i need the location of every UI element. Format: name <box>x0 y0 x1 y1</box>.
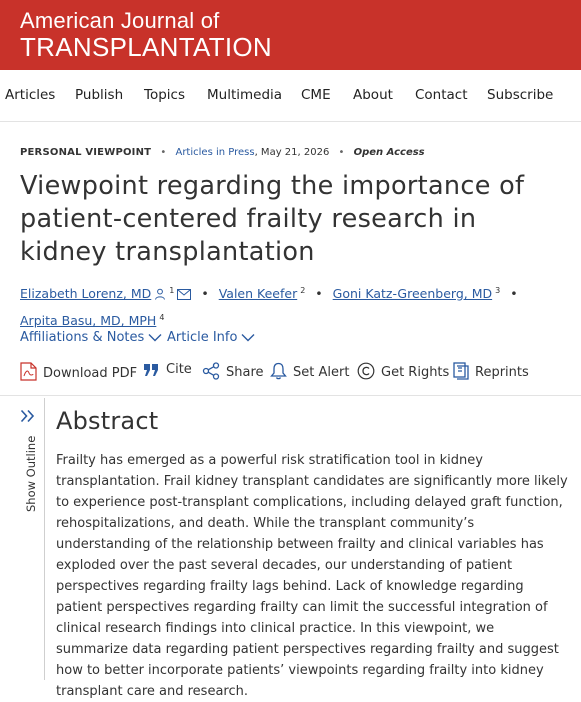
article-type: PERSONAL VIEWPOINT <box>20 147 152 158</box>
section-divider <box>0 395 581 396</box>
author-separator: • <box>315 286 323 302</box>
double-chevron-right-icon <box>20 409 36 423</box>
reprints-button[interactable] <box>453 362 529 380</box>
set-alert-label: Set Alert <box>293 365 350 380</box>
reprints-icon <box>453 362 469 380</box>
share-button[interactable] <box>202 362 264 380</box>
share-label: Share <box>226 365 264 380</box>
author-link[interactable]: Elizabeth Lorenz, MD <box>20 286 152 302</box>
nav-cme[interactable]: CME <box>301 87 331 103</box>
author-separator: • <box>510 286 518 302</box>
chevron-down-icon <box>148 333 162 342</box>
cite-label: Cite <box>166 362 192 377</box>
main-nav <box>0 70 581 122</box>
email-icon[interactable] <box>177 285 191 307</box>
nav-subscribe[interactable]: Subscribe <box>487 87 554 103</box>
author-link[interactable]: Arpita Basu, MD, MPH <box>20 313 157 329</box>
open-access-badge: Open Access <box>353 147 425 158</box>
author-affiliation-sup: 3 <box>495 286 501 295</box>
share-icon <box>202 362 220 380</box>
person-icon <box>154 285 166 307</box>
articles-in-press-link[interactable]: Articles in Press <box>175 147 255 158</box>
abstract-heading: Abstract <box>56 407 159 435</box>
author-affiliation-sup: 4 <box>159 313 165 323</box>
nav-multimedia[interactable]: Multimedia <box>207 87 283 103</box>
outline-rule <box>44 398 45 680</box>
author-affiliation-sup: 1 <box>169 286 175 295</box>
show-outline-label[interactable]: Show Outline <box>24 435 38 512</box>
author-separator: • <box>201 286 209 302</box>
journal-name-line1: American Journal of <box>20 8 220 33</box>
download-pdf-label: Download PDF <box>43 366 138 381</box>
nav-publish[interactable]: Publish <box>75 87 124 103</box>
affiliations-label: Affiliations & Notes <box>20 330 145 345</box>
cite-button[interactable] <box>143 362 192 377</box>
site-header <box>0 0 581 70</box>
publication-date: , May 21, 2026 <box>254 147 330 158</box>
bell-icon <box>270 362 287 380</box>
download-pdf-button[interactable] <box>20 362 137 381</box>
article-actions <box>20 362 570 382</box>
nav-contact[interactable]: Contact <box>415 87 468 103</box>
author-affiliation-sup: 2 <box>300 286 306 295</box>
quote-icon <box>143 363 160 377</box>
article-info-toggle[interactable] <box>167 330 255 345</box>
meta-separator: • <box>338 147 345 158</box>
author-list <box>20 280 570 332</box>
pdf-icon <box>20 362 37 381</box>
chevron-down-icon <box>241 333 255 342</box>
author-link[interactable]: Goni Katz-Greenberg, MD <box>332 286 493 302</box>
journal-name-line2: TRANSPLANTATION <box>20 32 273 62</box>
journal-logo[interactable] <box>20 8 272 61</box>
get-rights-label: Get Rights <box>381 365 450 380</box>
nav-articles[interactable]: Articles <box>5 87 56 103</box>
author-link[interactable]: Valen Keefer <box>218 286 298 302</box>
affiliations-toggle[interactable] <box>20 330 162 345</box>
reprints-label: Reprints <box>475 365 529 380</box>
copyright-icon <box>357 362 375 380</box>
article-meta <box>20 147 425 158</box>
get-rights-button[interactable] <box>357 362 449 380</box>
nav-about[interactable]: About <box>353 87 393 103</box>
abstract-text: Frailty has emerged as a powerful risk stratification tool in kidney transplantation. Frail kidney transplant candidates are significantly more likely to experience post-transplant complications, including delayed graft function, rehospitalizations, and death. While the transplant community’s understanding of the relationship between frailty and clinical variables has exploded over the past several decades, our understanding of patient perspectives regarding frailty lags behind. Lack of knowledge regarding patient perspectives regarding frailty can limit the successful integration of clinical research findings into clinical practice. In this viewpoint, we summarize data regarding patient perspectives regarding frailty and suggest how to better incorporate patients’ viewpoints regarding frailty into kidney transplant care and research. <box>56 453 568 699</box>
set-alert-button[interactable] <box>270 362 349 380</box>
article-info-label: Article Info <box>167 330 238 345</box>
article-title: Viewpoint regarding the importance of patient-centered frailty research in kidney transplantation <box>20 171 525 267</box>
nav-topics[interactable]: Topics <box>144 87 185 103</box>
meta-separator: • <box>160 147 167 158</box>
